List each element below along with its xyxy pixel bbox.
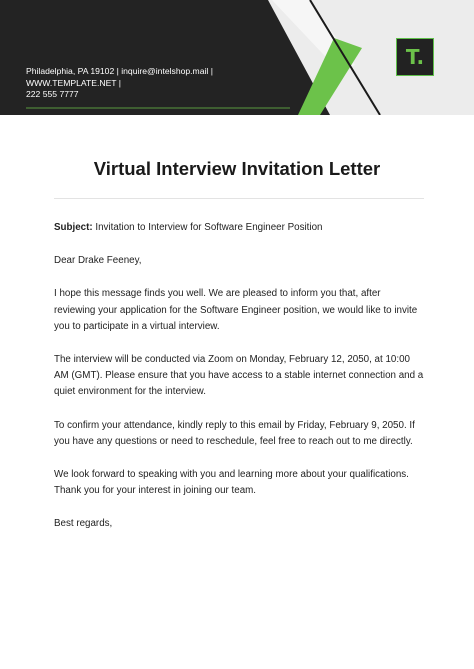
paragraph-closing: We look forward to speaking with you and learning more about your qualifications. Thank you for your interest in joining our team. xyxy=(54,469,409,497)
contact-info xyxy=(26,66,301,101)
letterhead xyxy=(0,0,474,115)
logo-letter: T. xyxy=(405,45,425,69)
salutation: Dear Drake Feeney, xyxy=(54,255,142,267)
subject-line xyxy=(54,220,424,236)
title-divider xyxy=(54,198,424,199)
sign-off: Best regards, xyxy=(54,518,113,530)
document-title: Virtual Interview Invitation Letter xyxy=(93,158,381,179)
paragraph-intro: I hope this message finds you well. We are pleased to inform you that, after reviewing your application for the Software Engineer position, we would like to invite you to participate in a virtual interview. xyxy=(54,288,418,332)
paragraph-confirm: To confirm your attendance, kindly reply to this email by Friday, February 9, 2050. If you have any questions or need to reschedule, feel free to reach out to me directly. xyxy=(54,419,415,447)
subject-label: Subject: xyxy=(54,222,93,233)
letter-body xyxy=(54,220,424,550)
contact-line-address: Philadelphia, PA 19102 | inquire@intelshop.mail | WWW.TEMPLATE.NET | xyxy=(26,66,213,88)
subject-text: Invitation to Interview for Software Engineer Position xyxy=(95,222,323,233)
contact-line-phone: 222 555 7777 xyxy=(26,89,79,100)
paragraph-details: The interview will be conducted via Zoom on Monday, February 12, 2050, at 10:00 AM (GMT). Please ensure that you have access to a stable internet connection and a quiet environment for the interview. xyxy=(54,354,424,398)
company-logo xyxy=(396,38,434,76)
